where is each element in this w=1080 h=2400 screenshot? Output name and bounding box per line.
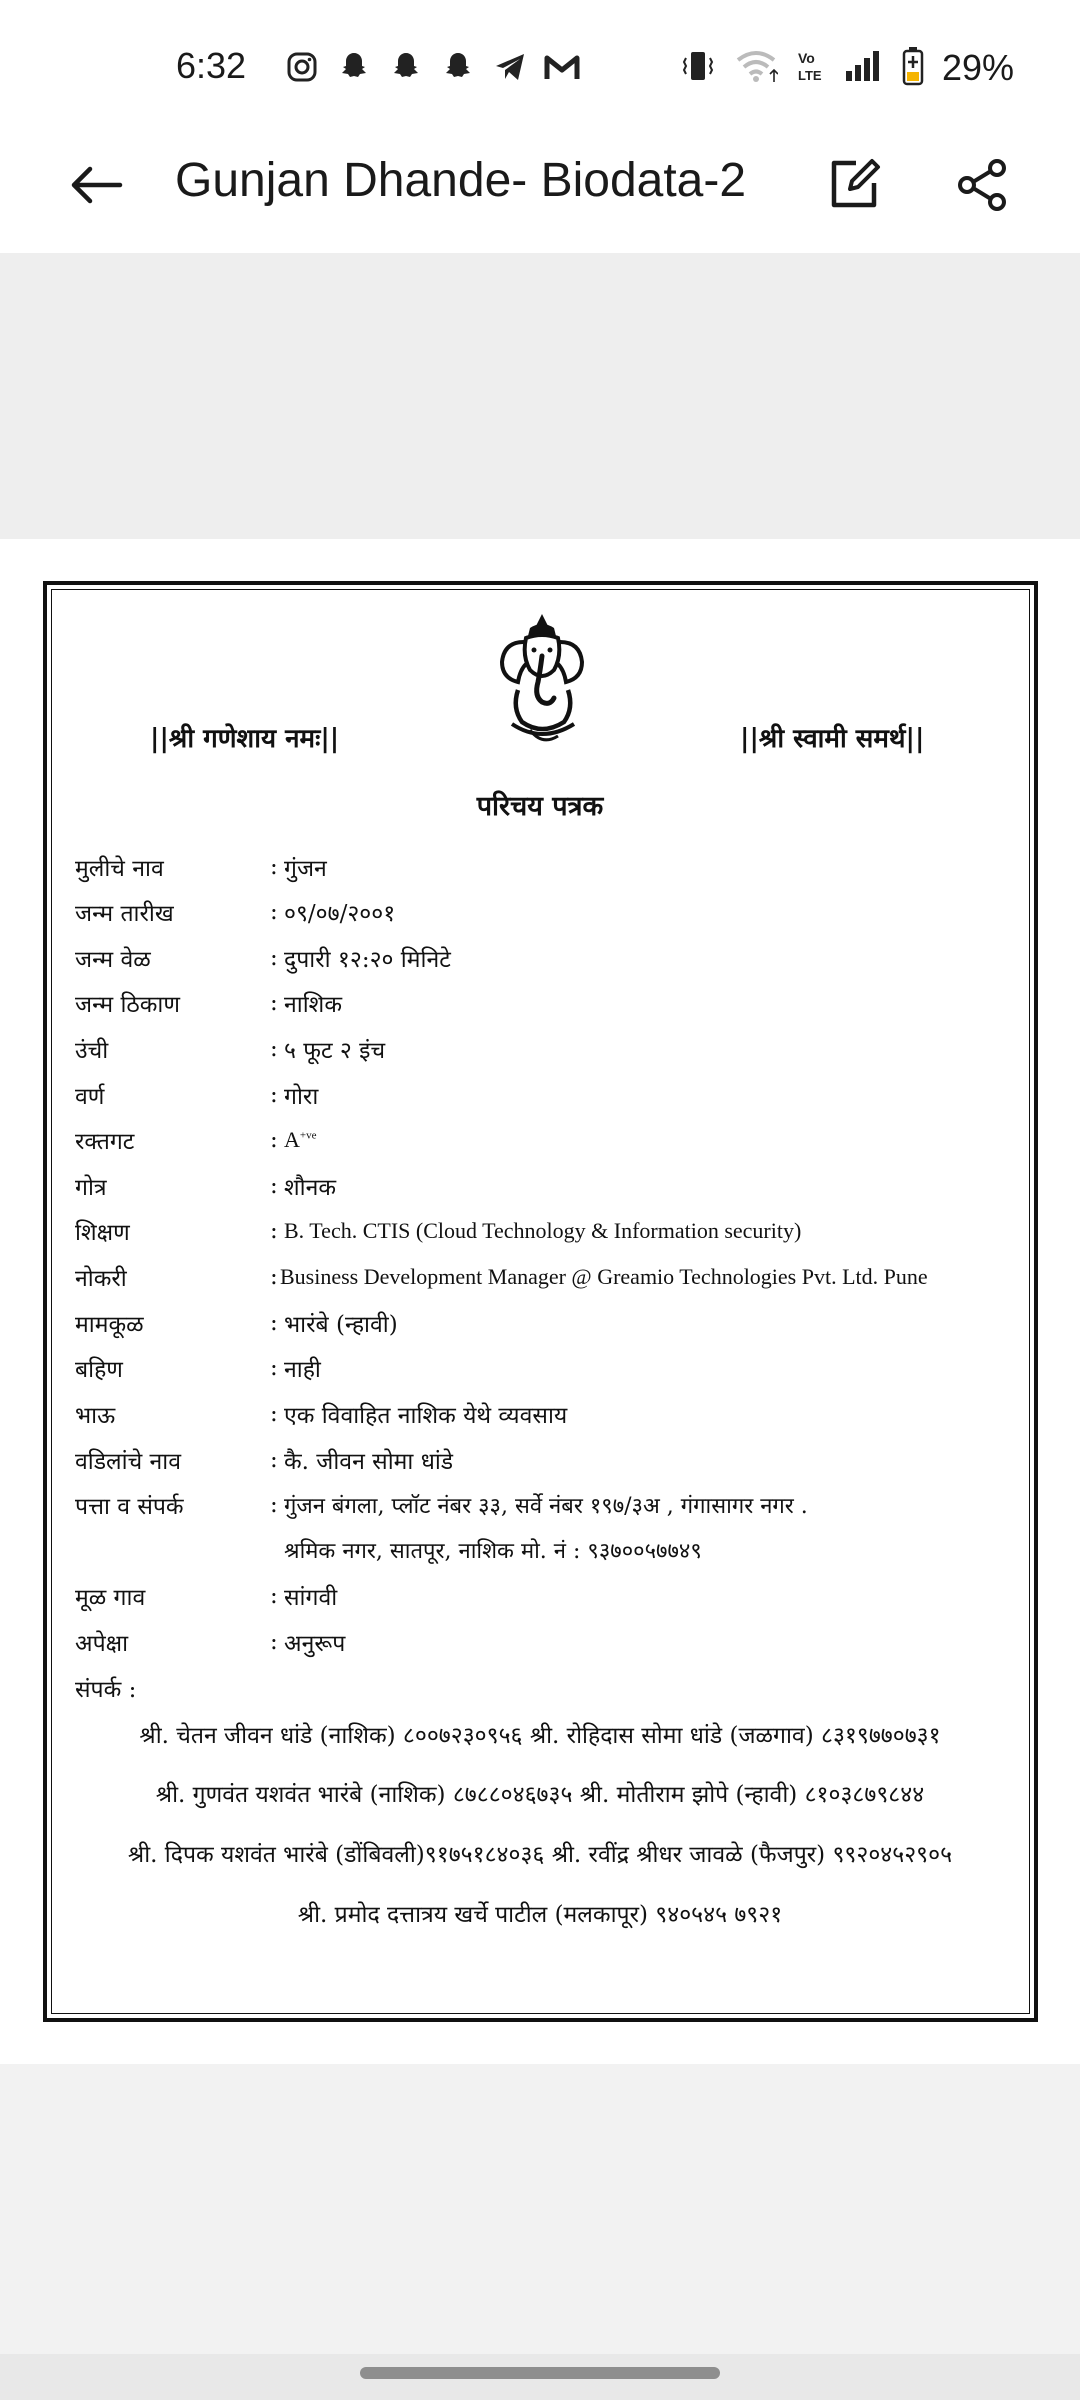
field-row-maternal-family bbox=[75, 1303, 398, 1343]
viewer-background-bottom bbox=[0, 2064, 1080, 2354]
field-value: श्रमिक नगर, सातपूर, नाशिक मो. नं : ९३७००५७७४९ bbox=[284, 1539, 702, 1564]
field-value bbox=[284, 1127, 316, 1153]
edit-button[interactable] bbox=[816, 147, 892, 223]
field-value: दुपारी १२:२० मिनिटे bbox=[284, 947, 451, 973]
field-value: भारंबे (न्हावी) bbox=[284, 1312, 398, 1338]
field-colon: : bbox=[270, 1082, 278, 1108]
arrow-left-icon bbox=[68, 165, 124, 205]
field-colon: : bbox=[270, 1310, 278, 1336]
notification-icons bbox=[283, 48, 581, 86]
field-label: बहिण bbox=[75, 1357, 123, 1383]
field-colon: : bbox=[270, 1401, 278, 1427]
field-value: शौनक bbox=[284, 1175, 337, 1201]
field-row-birth-time bbox=[75, 938, 451, 978]
field-row-blood-group bbox=[75, 1120, 316, 1160]
back-button[interactable] bbox=[58, 147, 134, 223]
field-colon: : bbox=[270, 1036, 278, 1062]
field-label: नोकरी bbox=[75, 1266, 127, 1292]
document-heading: परिचय पत्रक bbox=[476, 791, 604, 822]
share-icon bbox=[954, 157, 1010, 213]
field-value: ०९/०७/२००१ bbox=[284, 901, 396, 927]
blood-group-rh: +ve bbox=[299, 1129, 317, 1142]
field-row-native-village bbox=[75, 1576, 337, 1616]
contact-line: श्री. चेतन जीवन धांडे (नाशिक) ८००७२३०९५६ श्री. रोहिदास सोमा धांडे (जळगाव) ८३१९७७०७३१ bbox=[139, 1723, 941, 1749]
field-value: कै. जीवन सोमा धांडे bbox=[284, 1449, 454, 1475]
field-row-address-line2 bbox=[284, 1530, 702, 1570]
invocation-left: ||श्री गणेशाय नमः|| bbox=[150, 724, 340, 754]
field-row-father-name bbox=[75, 1440, 453, 1480]
field-label: वडिलांचे नाव bbox=[75, 1449, 182, 1475]
field-value: गुंजन bbox=[284, 856, 327, 882]
field-value: गुंजन बंगला, प्लॉट नंबर ३३, सर्वे नंबर १९७/३अ , गंगासागर नगर . bbox=[284, 1494, 808, 1519]
status-time: 6:32 bbox=[176, 45, 247, 86]
vibrate-icon bbox=[680, 48, 716, 88]
field-label: रक्तगट bbox=[75, 1129, 135, 1155]
gmail-icon bbox=[543, 48, 581, 86]
field-label: मूळ गाव bbox=[75, 1585, 146, 1611]
field-label: जन्म तारीख bbox=[75, 901, 174, 927]
field-colon: : bbox=[270, 1355, 278, 1381]
field-row-complexion bbox=[75, 1075, 318, 1115]
telegram-icon bbox=[491, 48, 529, 86]
field-value: B. Tech. CTIS (Cloud Technology & Information security) bbox=[284, 1218, 802, 1243]
field-row-gotra bbox=[75, 1166, 336, 1206]
snapchat-icon bbox=[439, 48, 477, 86]
field-colon: : bbox=[270, 854, 278, 880]
field-row-dob bbox=[75, 892, 395, 932]
instagram-icon bbox=[283, 48, 321, 86]
field-value: सांगवी bbox=[284, 1585, 338, 1611]
battery-icon bbox=[902, 46, 924, 90]
app-bar bbox=[0, 135, 1080, 253]
contacts-label-text: संपर्क : bbox=[75, 1677, 137, 1703]
field-label: अपेक्षा bbox=[75, 1631, 129, 1657]
field-label: गोत्र bbox=[75, 1175, 107, 1201]
field-row-expectation bbox=[75, 1622, 345, 1662]
field-label: उंची bbox=[75, 1038, 109, 1064]
field-label: मुलीचे नाव bbox=[75, 856, 164, 882]
field-colon: : bbox=[270, 1264, 278, 1290]
field-value: Business Development Manager @ Greamio Technologies Pvt. Ltd. Pune bbox=[280, 1264, 928, 1289]
wifi-icon bbox=[734, 48, 778, 88]
field-label: पत्ता व संपर्क bbox=[75, 1494, 184, 1520]
battery-percent: 29% bbox=[942, 47, 1015, 88]
field-value: गोरा bbox=[284, 1084, 319, 1110]
contact-line: श्री. प्रमोद दत्तात्रय खर्चे पाटील (मलकापूर) ९४०५४५ ७९२१ bbox=[297, 1902, 783, 1928]
field-colon: : bbox=[270, 1447, 278, 1473]
field-colon: : bbox=[270, 1173, 278, 1199]
field-row-sister bbox=[75, 1348, 321, 1388]
field-colon: : bbox=[270, 945, 278, 971]
svg-text:Vo: Vo bbox=[798, 50, 815, 66]
field-colon: : bbox=[270, 1218, 278, 1244]
signal-icon bbox=[844, 49, 884, 87]
field-colon: : bbox=[270, 990, 278, 1016]
field-row-address bbox=[75, 1485, 808, 1525]
field-label: वर्ण bbox=[75, 1084, 105, 1110]
gesture-handle[interactable] bbox=[360, 2367, 720, 2379]
field-row-height bbox=[75, 1029, 385, 1069]
field-label: शिक्षण bbox=[75, 1220, 130, 1246]
field-value: अनुरूप bbox=[284, 1631, 346, 1657]
field-value: ५ फूट २ इंच bbox=[284, 1038, 386, 1064]
field-colon: : bbox=[270, 1583, 278, 1609]
field-row-name bbox=[75, 847, 327, 887]
edit-icon bbox=[826, 157, 882, 213]
status-bar bbox=[0, 0, 1080, 135]
field-row-brother bbox=[75, 1394, 567, 1434]
field-value: नाशिक bbox=[284, 992, 342, 1018]
snapchat-icon bbox=[335, 48, 373, 86]
field-label: भाऊ bbox=[75, 1403, 116, 1429]
field-colon: : bbox=[270, 1127, 278, 1153]
field-value: एक विवाहित नाशिक येथे व्यवसाय bbox=[284, 1403, 568, 1429]
invocation-right: ||श्री स्वामी समर्थ|| bbox=[740, 724, 925, 754]
field-row-job bbox=[75, 1257, 928, 1297]
field-row-education bbox=[75, 1211, 801, 1251]
field-row-birth-place bbox=[75, 983, 342, 1023]
viewer-background-top bbox=[0, 253, 1080, 539]
field-colon: : bbox=[270, 899, 278, 925]
contact-line: श्री. गुणवंत यशवंत भारंबे (नाशिक) ८७८८०४६७३५ श्री. मोतीराम झोपे (न्हावी) ८१०३८७९८४४ bbox=[155, 1782, 925, 1808]
share-button[interactable] bbox=[944, 147, 1020, 223]
field-label: मामकूळ bbox=[75, 1312, 144, 1338]
contacts-label bbox=[75, 1668, 136, 1708]
svg-text:LTE: LTE bbox=[798, 68, 822, 83]
field-label: जन्म ठिकाण bbox=[75, 992, 181, 1018]
snapchat-icon bbox=[387, 48, 425, 86]
field-colon: : bbox=[270, 1492, 278, 1518]
volte-icon bbox=[796, 48, 826, 88]
ganesha-icon bbox=[490, 612, 595, 747]
contact-line: श्री. दिपक यशवंत भारंबे (डोंबिवली)९१७५१८४०३६ श्री. रवींद्र श्रीधर जावळे (फैजपुर) ९९२०४५२९०५ bbox=[127, 1842, 953, 1868]
field-colon: : bbox=[270, 1629, 278, 1655]
system-icons bbox=[680, 46, 1014, 90]
blood-group-value: A bbox=[284, 1127, 300, 1152]
field-label: जन्म वेळ bbox=[75, 947, 151, 973]
field-value: नाही bbox=[284, 1357, 321, 1383]
document-title: Gunjan Dhande- Biodata-2 bbox=[175, 154, 747, 207]
